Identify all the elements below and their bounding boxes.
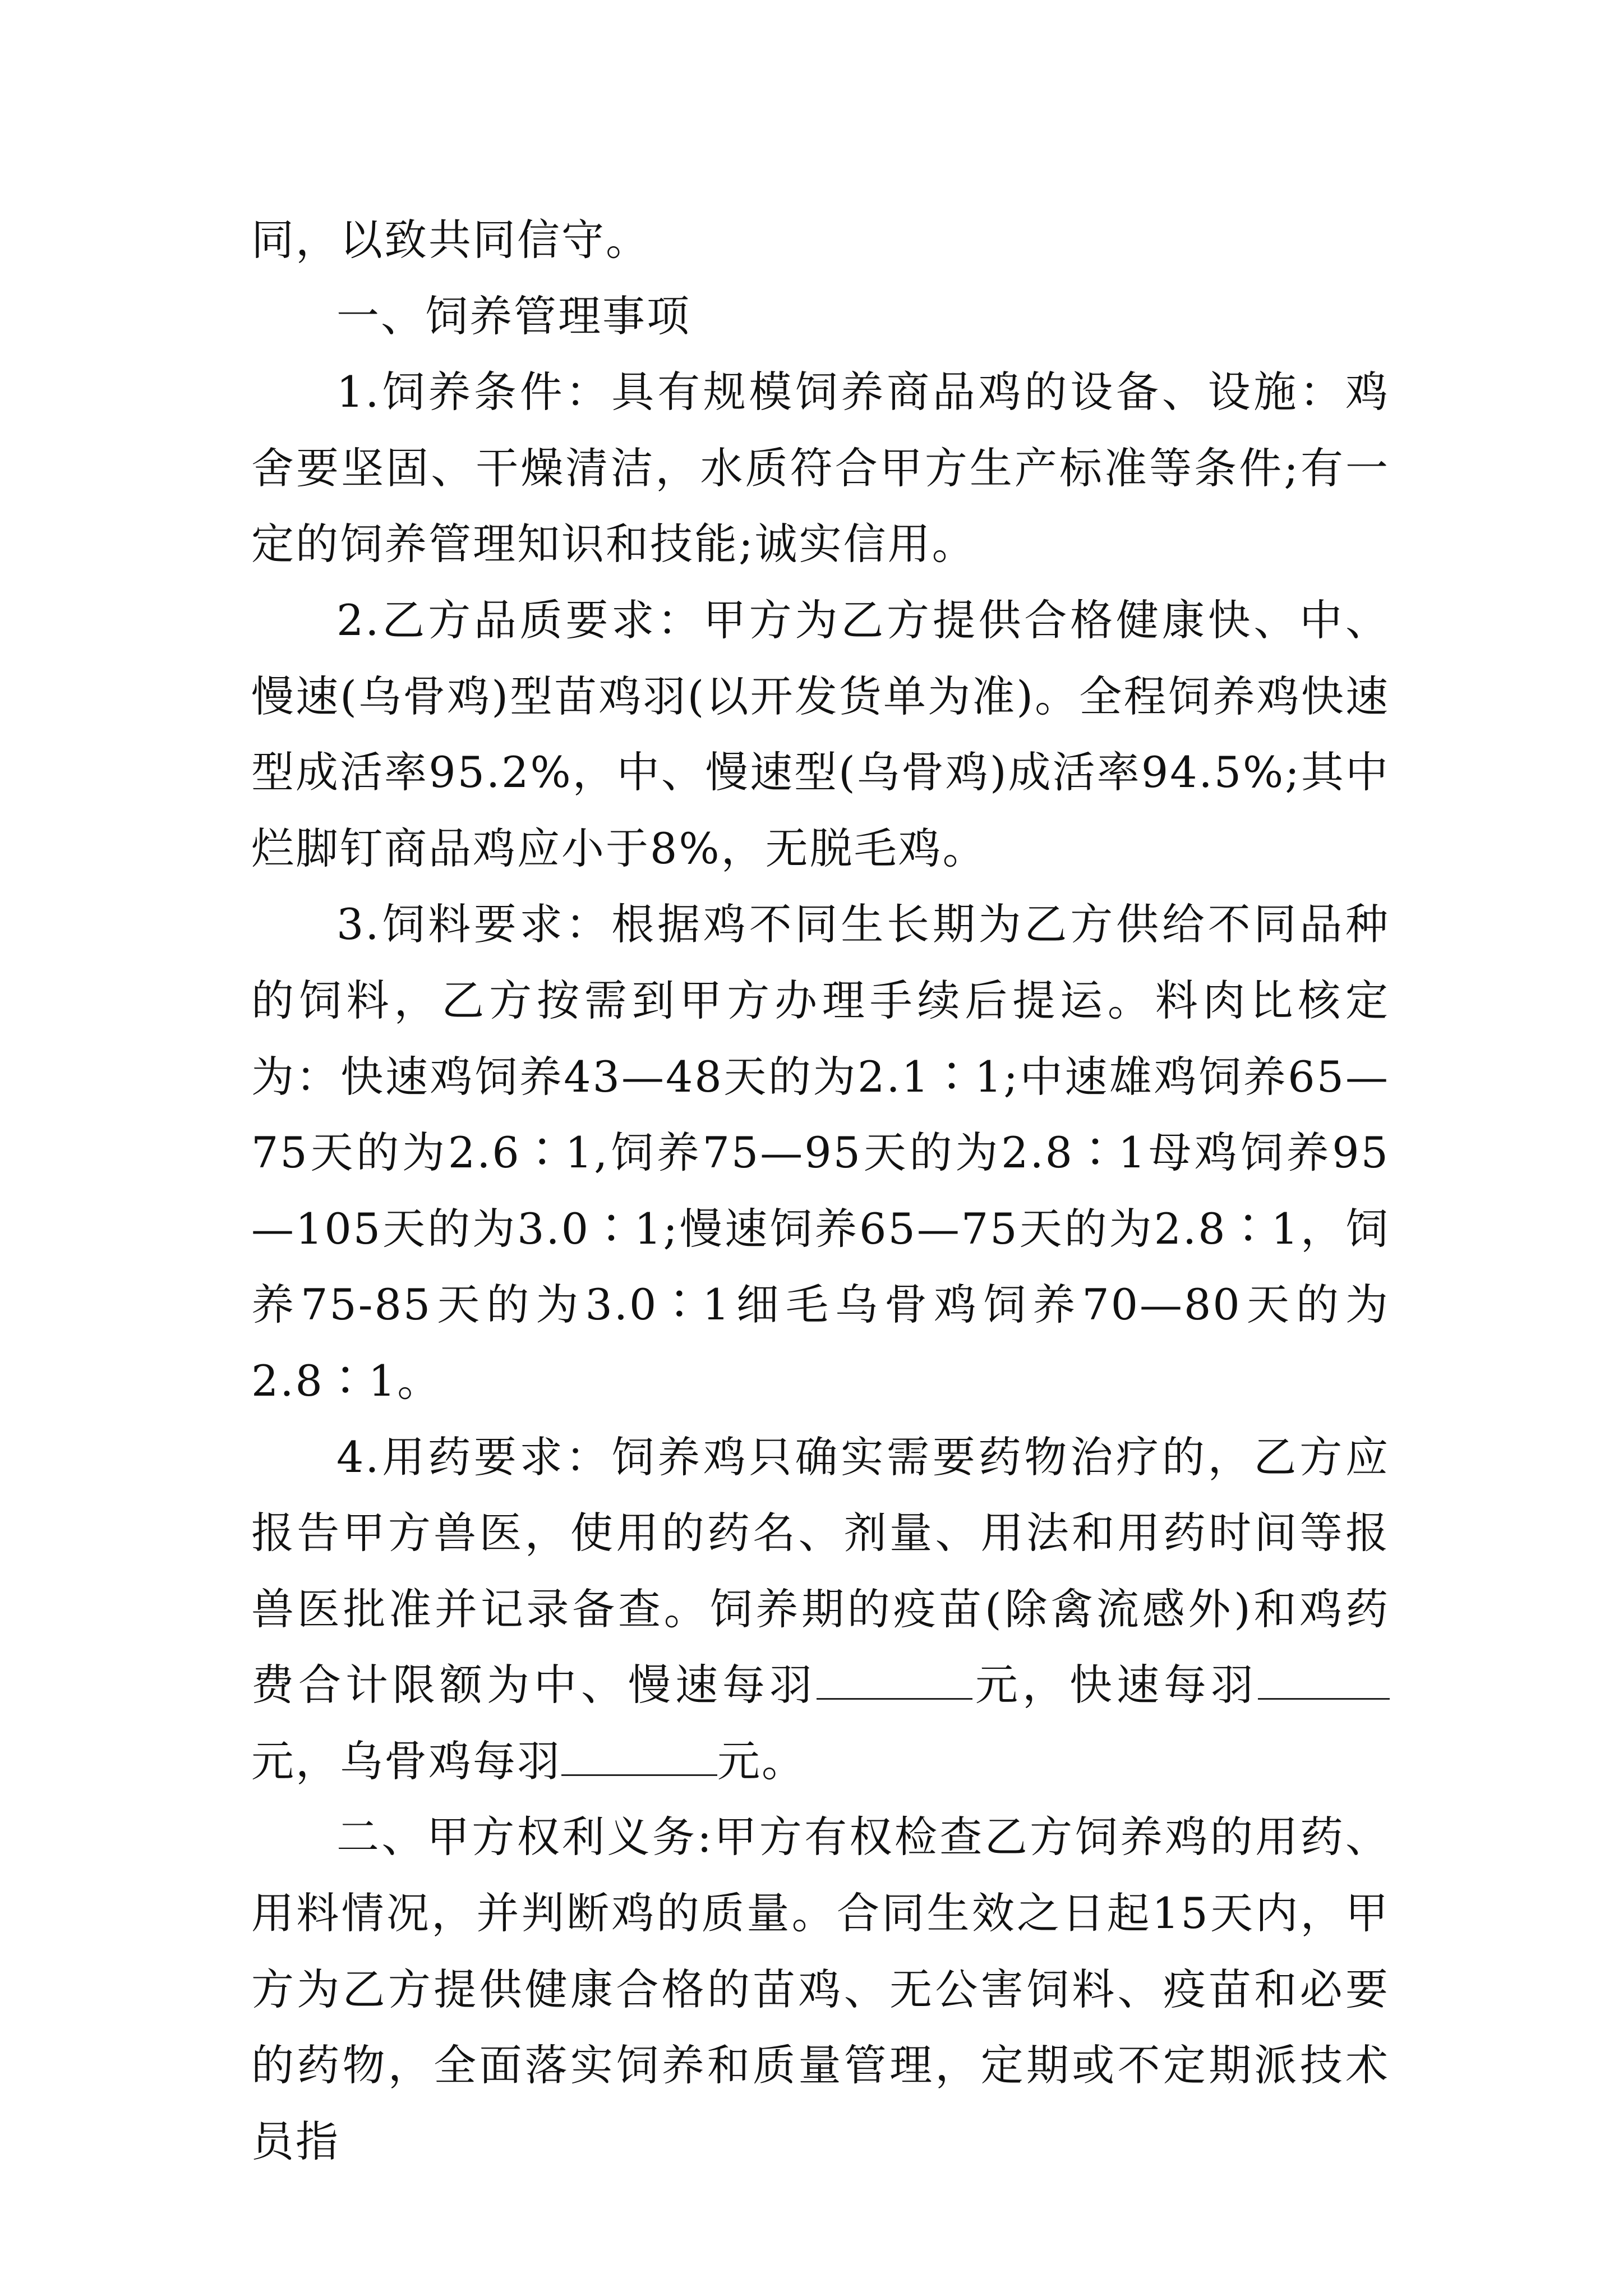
- medication-text-d: 元。: [717, 1736, 806, 1786]
- blank-field-silkie-limit[interactable]: [561, 1734, 717, 1776]
- clause-feed-requirements: 3.饲料要求：根据鸡不同生长期为乙方供给不同品种的饲料，乙方按需到甲方办理手续后提运。料肉比核定为：快速鸡饲养43—48天的为2.1∶1;中速雄鸡饲养65—75天的为2.6∶1,饲养75—95天的为2.8∶1母鸡饲养95—105天的为3.0∶1;慢速饲养65—75天的为2.8∶1，饲养75-85天的为3.0∶1细毛乌骨鸡饲养70—80天的为2.8∶1。: [251, 899, 1390, 1406]
- medication-text-b: 元，快速每羽: [972, 1660, 1258, 1710]
- paragraph-intro: 同，以致共同信守。: [251, 215, 650, 265]
- medication-text-c: 元，乌骨鸡每羽: [251, 1736, 561, 1786]
- clause-feeding-conditions: 1.饲养条件：具有规模饲养商品鸡的设备、设施：鸡舍要坚固、干燥清洁，水质符合甲方生产标准等条件;有一定的饲养管理知识和技能;诚实信用。: [251, 367, 1390, 569]
- medication-text-a: 4.用药要求：饲养鸡只确实需要药物治疗的，乙方应报告甲方兽医，使用的药名、剂量、用法和用药时间等报兽医批准并记录备查。饲养期的疫苗(除禽流感外)和鸡药费合计限额为中、慢速每羽: [251, 1432, 1390, 1710]
- document-page: [251, 202, 1390, 2179]
- blank-field-medium-slow-limit[interactable]: [817, 1658, 972, 1700]
- section-heading-feeding-management: 一、饲养管理事项: [336, 291, 691, 341]
- clause-quality-requirements: 2.乙方品质要求：甲方为乙方提供合格健康快、中、慢速(乌骨鸡)型苗鸡羽(以开发货单为准)。全程饲养鸡快速型成活率95.2%，中、慢速型(乌骨鸡)成活率94.5%;其中烂脚钉商品鸡应小于8%，无脱毛鸡。: [251, 595, 1390, 873]
- clause-party-a-rights: 二、甲方权利义务:甲方有权检查乙方饲养鸡的用药、用料情况，并判断鸡的质量。合同生效之日起15天内，甲方为乙方提供健康合格的苗鸡、无公害饲料、疫苗和必要的药物，全面落实饲养和质量管理，定期或不定期派技术员指: [251, 1812, 1390, 2166]
- clause-medication-requirements: [251, 1419, 1390, 1800]
- blank-field-fast-limit[interactable]: [1258, 1658, 1390, 1700]
